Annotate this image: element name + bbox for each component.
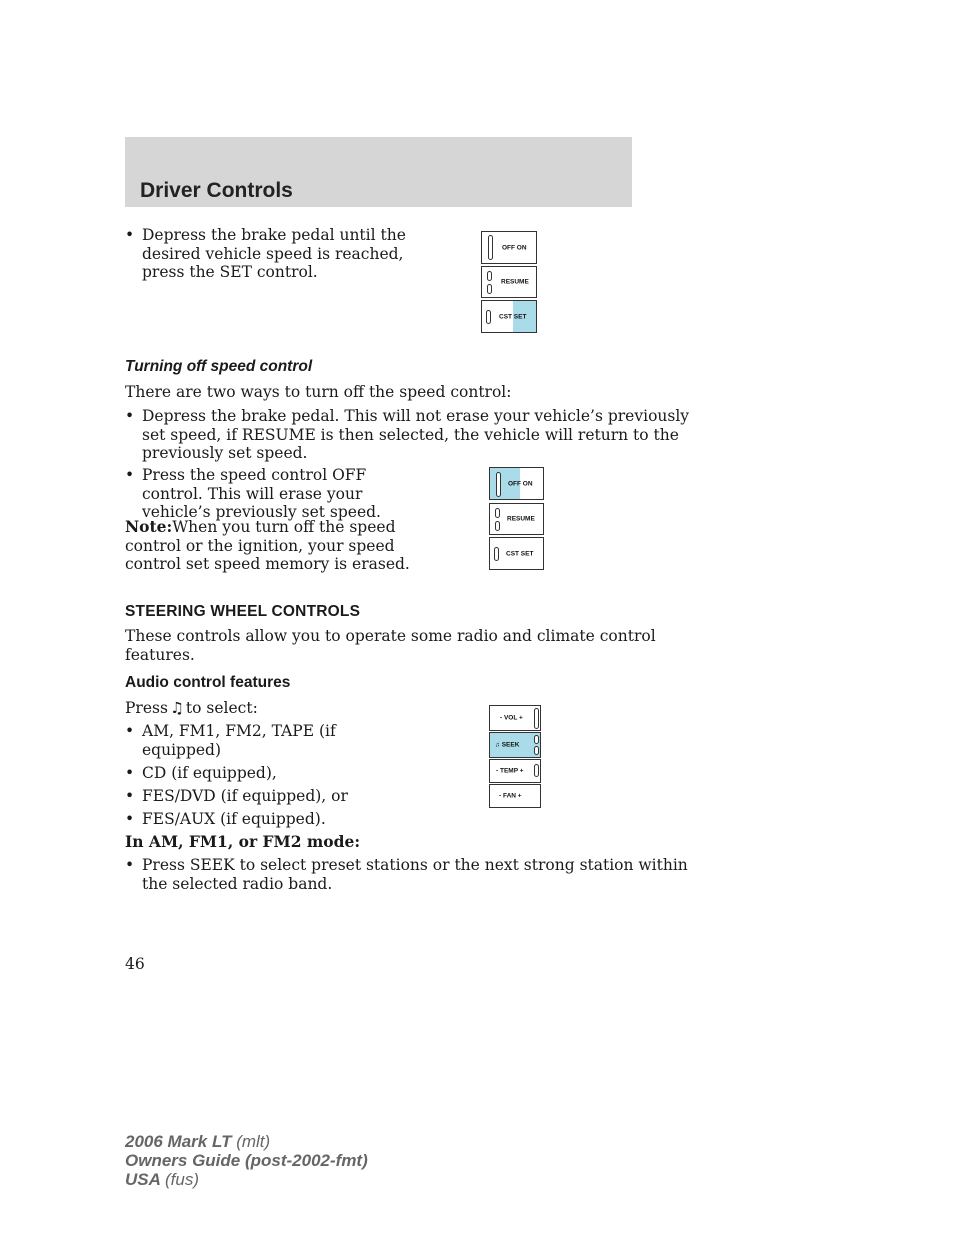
resume-switch: RESUME xyxy=(489,503,544,535)
switch-slot xyxy=(495,508,500,518)
switch-slot xyxy=(494,547,499,561)
switch-slot xyxy=(496,472,501,497)
switch-slot xyxy=(487,271,492,281)
switch-slot xyxy=(534,708,539,729)
turning-off-heading: Turning off speed control xyxy=(125,358,313,375)
press-line: Press ♫ to select: xyxy=(125,699,258,717)
bullet-dot: • xyxy=(125,226,135,244)
cst-set-switch-highlighted: CST SET xyxy=(481,300,537,333)
bullet-dot: • xyxy=(125,407,135,425)
page-number: 46 xyxy=(125,955,145,973)
audio-heading: Audio control features xyxy=(125,674,291,691)
turning-off-intro: There are two ways to turn off the speed control: xyxy=(125,383,512,401)
switch-slot xyxy=(488,235,493,260)
bullet-dot: • xyxy=(125,856,135,874)
mode-heading: In AM, FM1, or FM2 mode: xyxy=(125,832,361,851)
off-on-switch: OFF ON xyxy=(481,231,537,264)
steering-heading: STEERING WHEEL CONTROLS xyxy=(125,603,361,620)
seek-switch-highlighted: ♫ SEEK xyxy=(489,732,541,758)
music-note-icon: ♫ xyxy=(495,741,500,749)
temperature-switch: - TEMP + xyxy=(489,759,541,783)
bullet-dot: • xyxy=(125,722,135,740)
section-title: Driver Controls xyxy=(140,179,293,202)
music-note-icon: ♫ xyxy=(169,699,184,717)
note-paragraph: Note:When you turn off the speed control or the ignition, your speed control set speed memory is erased. xyxy=(125,517,410,573)
steering-intro: These controls allow you to operate some radio and climate control features. xyxy=(125,627,656,664)
resume-switch: RESUME xyxy=(481,266,537,298)
bullet-dot: • xyxy=(125,810,135,828)
bullet-dot: • xyxy=(125,764,135,782)
switch-slot xyxy=(534,746,539,755)
switch-slot xyxy=(486,310,491,324)
switch-slot xyxy=(534,764,539,777)
cst-set-switch: CST SET xyxy=(489,537,544,570)
volume-switch: - VOL + xyxy=(489,705,541,731)
document-footer: 2006 Mark LT (mlt) Owners Guide (post-2002-fmt) USA (fus) xyxy=(125,1132,368,1189)
switch-slot xyxy=(534,735,539,744)
bullet-dot: • xyxy=(125,466,135,484)
bullet-text: Depress the brake pedal. This will not erase your vehicle’s previously set speed, if RESUME is then selected, the vehicle will return to the previously set speed. xyxy=(142,407,690,462)
intro-bullet-text: Depress the brake pedal until the desired vehicle speed is reached, press the SET control. xyxy=(142,226,406,281)
switch-slot xyxy=(487,284,492,294)
fan-switch: - FAN + xyxy=(489,784,541,808)
section-header xyxy=(125,137,632,207)
bullet-dot: • xyxy=(125,787,135,805)
switch-slot xyxy=(495,521,500,531)
note-label: Note: xyxy=(125,517,173,536)
off-on-switch-highlighted: OFF ON xyxy=(489,467,544,500)
bullet-text: Press the speed control OFF control. This will erase your vehicle’s previously set speed. xyxy=(142,466,381,521)
